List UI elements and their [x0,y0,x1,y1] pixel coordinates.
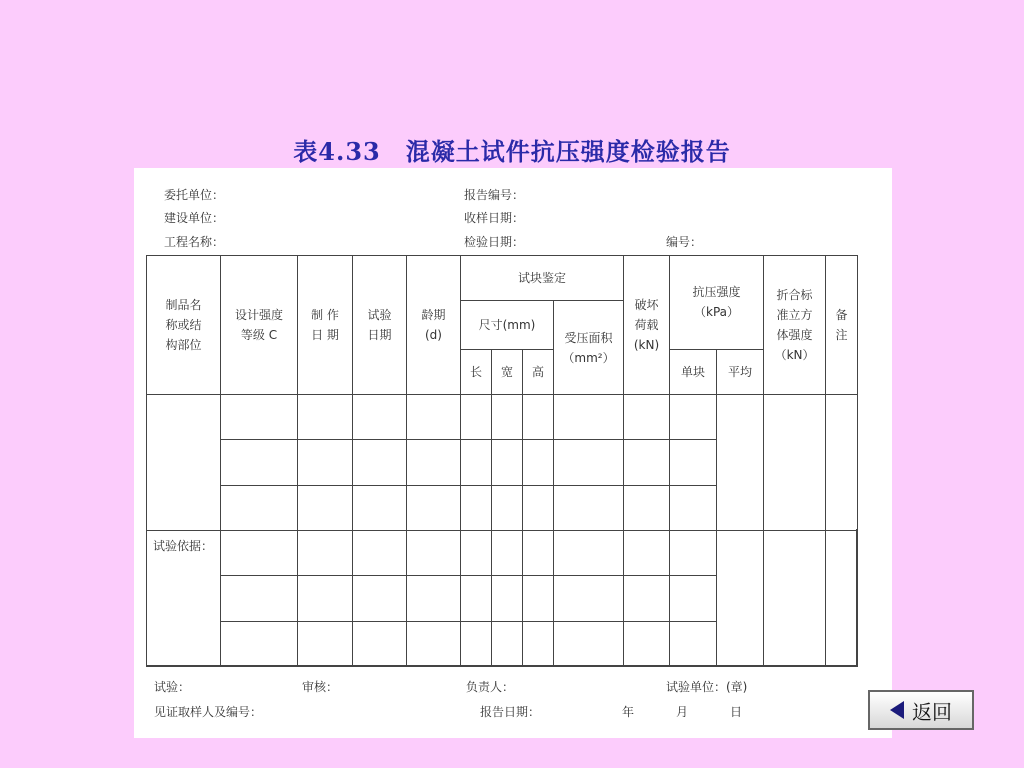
table-row [147,395,858,440]
col-average: 平均 [717,349,764,394]
col-std-strength: 折合标 准立方 体强度 （kN） [764,256,826,395]
test-basis-box [146,529,857,666]
witness-label: 见证取样人及编号： [154,705,263,719]
col-area: 受压面积 （mm²） [554,301,624,395]
tester-label: 试验： [154,680,191,694]
test-date-label: 检验日期： [464,235,525,249]
col-made-date: 制 作 日 期 [298,256,353,395]
col-size: 尺寸(mm) [461,301,554,349]
back-button-label: 返回 [912,699,952,724]
report-no-label: 报告编号： [464,188,525,202]
col-test-date: 试验 日期 [353,256,407,395]
month-label: 月 [676,705,689,719]
col-specimen: 试块鉴定 [461,256,624,301]
col-width: 宽 [492,349,523,394]
col-age: 龄期 (d) [407,256,461,395]
responsible-label: 负责人： [466,680,515,694]
page-title: 表4.33 混凝土试件抗压强度检验报告 [293,137,731,166]
report-sheet [134,168,892,738]
col-load: 破坏 荷载 (kN) [624,256,670,395]
back-button[interactable] [868,690,974,730]
test-unit-label: 试验单位：(章) [666,680,748,694]
col-strength: 抗压强度 （kPa） [670,256,764,350]
col-part: 制品名 称或结 构部位 [147,256,221,395]
test-basis-label: 试验依据： [153,539,214,553]
col-length: 长 [461,349,492,394]
back-arrow-icon [890,701,904,719]
client-label: 委托单位： [164,188,225,202]
day-label: 日 [730,705,743,719]
reviewer-label: 审核： [302,680,339,694]
col-note: 备 注 [826,256,858,395]
receive-date-label: 收样日期： [464,211,525,225]
project-label: 工程名称： [164,235,225,249]
report-date-label: 报告日期： [480,705,541,719]
year-label: 年 [622,705,635,719]
col-single: 单块 [670,349,717,394]
number-label: 编号： [666,235,703,249]
col-grade: 设计强度 等级 C [221,256,298,395]
builder-label: 建设单位： [164,211,225,225]
col-height: 高 [523,349,554,394]
